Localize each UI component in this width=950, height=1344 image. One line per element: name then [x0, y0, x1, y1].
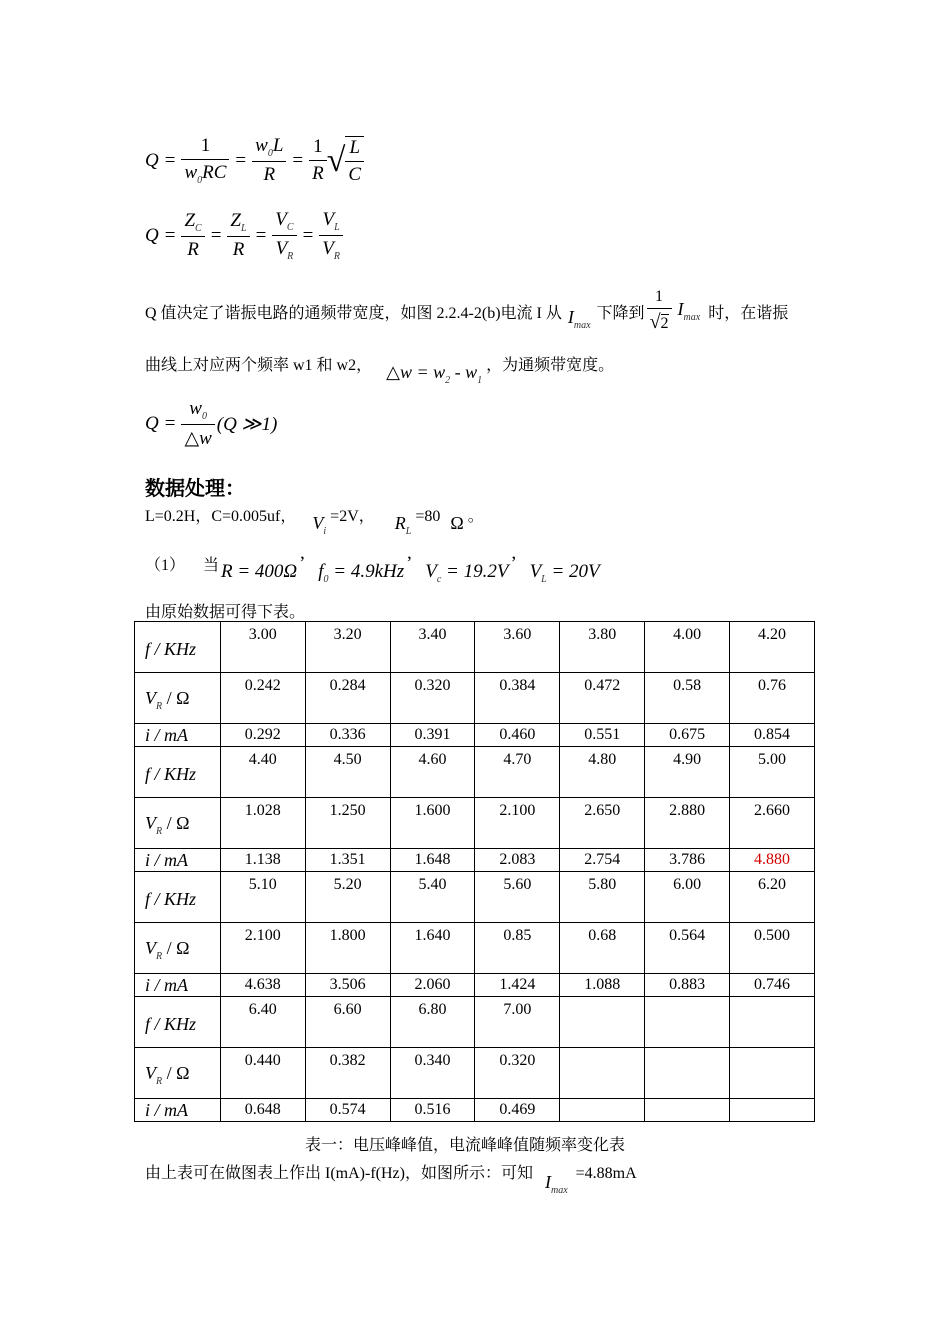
- table-cell: 5.80: [560, 872, 645, 923]
- table-cell: 0.292: [220, 724, 305, 747]
- section-title: 数据处理：: [145, 476, 245, 500]
- table-cell: 0.500: [730, 923, 815, 974]
- table-row: [135, 1048, 815, 1099]
- table-cell: [730, 1048, 815, 1099]
- table-cell: [730, 1099, 815, 1122]
- table-cell: 3.40: [390, 622, 475, 673]
- eq-symbol: Q: [145, 149, 159, 171]
- table-cell: 4.60: [390, 747, 475, 798]
- table-cell: [560, 1048, 645, 1099]
- table-cell: 0.76: [730, 673, 815, 724]
- equation-q-bandwidth: Q = $\frac{w_0}{\triangle w}$ (Q ≫1): [145, 398, 278, 449]
- table-row: [135, 747, 815, 798]
- row-label-i: i / mA: [135, 724, 221, 747]
- table-cell: 1.250: [305, 798, 390, 849]
- fraction-one-over-root-two: $\frac{1}{√2}$: [647, 288, 672, 334]
- table-cell: 2.100: [475, 798, 560, 849]
- table-row: [135, 923, 815, 974]
- table-cell: 4.80: [560, 747, 645, 798]
- row-label-vr: $V_R$ / Ω: [135, 923, 221, 974]
- table-row: [135, 1099, 815, 1122]
- table-intro: 由原始数据可得下表。: [145, 604, 306, 621]
- table-cell: 0.382: [305, 1048, 390, 1099]
- paragraph-bandwidth: Q 值决定了谐振电路的通频带宽度，如图 2.2.4-2(b)电流 I 从 $I_{max}$ 下降到 $\frac{1}{√2}$ $I_{max}$ 时，在谐振: [145, 288, 789, 333]
- table-cell: 1.800: [305, 923, 390, 974]
- table-cell: 0.551: [560, 724, 645, 747]
- table-cell: 0.284: [305, 673, 390, 724]
- table-cell: 1.640: [390, 923, 475, 974]
- table-row: [135, 997, 815, 1048]
- table-cell: 6.40: [220, 997, 305, 1048]
- table-cell: 5.20: [305, 872, 390, 923]
- table-cell: 4.40: [220, 747, 305, 798]
- table-cell: 3.786: [645, 849, 730, 872]
- table-cell: 4.20: [730, 622, 815, 673]
- parameters-line: L=0.2H，C=0.005uf， $V_i =2V$， $R_L =80$ Ω 。: [145, 508, 484, 537]
- condition-values: R = 400Ω ’ $f_0 = 4.9kHz$ ’ $V_c = 19.2V$ ’ $V_L = 20V$: [221, 553, 600, 585]
- fraction: $\frac{V_L}{V_R}$: [319, 209, 343, 262]
- fraction: $\frac{Z_L}{R}$: [227, 210, 249, 261]
- table-cell: 6.00: [645, 872, 730, 923]
- table-row: [135, 673, 815, 724]
- table-cell: 1.088: [560, 974, 645, 997]
- row-label-f: f / KHz: [135, 872, 221, 923]
- table-row: [135, 622, 815, 673]
- fraction: $\frac{1}{w_0RC}$: [181, 135, 229, 186]
- table-cell: 1.028: [220, 798, 305, 849]
- equation-q-rc: Q = $\frac{1}{w_0RC}$ = $\frac{w_0L}{R}$ = $\frac{1}{R}$ √ $\frac{L}{C}$: [145, 135, 364, 186]
- table-cell: 5.60: [475, 872, 560, 923]
- table-cell: 1.648: [390, 849, 475, 872]
- fraction: $\frac{w_0L}{R}$: [252, 135, 286, 186]
- table-cell: 4.880: [730, 849, 815, 872]
- table-cell: [645, 1099, 730, 1122]
- table-cell: 0.516: [390, 1099, 475, 1122]
- table-row: [135, 974, 815, 997]
- table-cell: 1.424: [475, 974, 560, 997]
- table-cell: 0.574: [305, 1099, 390, 1122]
- table-cell: [560, 997, 645, 1048]
- table-cell: [560, 1099, 645, 1122]
- row-label-vr: $V_R$ / Ω: [135, 798, 221, 849]
- table-row: [135, 724, 815, 747]
- table-cell: 0.336: [305, 724, 390, 747]
- table-cell: 4.50: [305, 747, 390, 798]
- table-cell: 0.391: [390, 724, 475, 747]
- table-cell: 0.469: [475, 1099, 560, 1122]
- table-cell: 3.00: [220, 622, 305, 673]
- table-cell: 0.883: [645, 974, 730, 997]
- table-cell: 2.880: [645, 798, 730, 849]
- square-root: √ $\frac{L}{C}$: [327, 136, 364, 186]
- row-label-i: i / mA: [135, 1099, 221, 1122]
- table-cell: [730, 997, 815, 1048]
- table-cell: 5.40: [390, 872, 475, 923]
- data-table: [134, 621, 815, 1122]
- table-row: [135, 798, 815, 849]
- conclusion-line: 由上表可在做图表上作出 I(mA)-f(Hz)，如图所示：可知 $I_{max} =4.88mA$: [145, 1165, 637, 1196]
- table-cell: 1.138: [220, 849, 305, 872]
- table-cell: 0.460: [475, 724, 560, 747]
- paragraph-frequencies: 曲线上对应两个频率 w1 和 w2， △w = $w_2 - w_1$ ，为通频带宽度。: [145, 357, 615, 386]
- table-cell: 0.320: [390, 673, 475, 724]
- table-cell: 5.00: [730, 747, 815, 798]
- table-cell: 0.564: [645, 923, 730, 974]
- table-cell: 4.00: [645, 622, 730, 673]
- table-cell: 3.60: [475, 622, 560, 673]
- fraction: $\frac{1}{R}$: [309, 136, 327, 185]
- table-cell: 0.384: [475, 673, 560, 724]
- fraction: $\frac{V_C}{V_R}$: [272, 209, 296, 262]
- table-cell: 1.600: [390, 798, 475, 849]
- table-cell: 0.746: [730, 974, 815, 997]
- equation-q-ratios: Q = $\frac{Z_C}{R}$ = $\frac{Z_L}{R}$ = $\frac{V_C}{V_R}$ = $\frac{V_L}{V_R}$: [145, 209, 343, 262]
- table-cell: 4.70: [475, 747, 560, 798]
- table-cell: 0.440: [220, 1048, 305, 1099]
- table-cell: 0.854: [730, 724, 815, 747]
- table-cell: 2.754: [560, 849, 645, 872]
- table-cell: 0.320: [475, 1048, 560, 1099]
- table-cell: 3.80: [560, 622, 645, 673]
- fraction: $\frac{w_0}{\triangle w}$: [181, 398, 214, 450]
- condition-line: （1） 当: [145, 557, 220, 574]
- row-label-f: f / KHz: [135, 622, 221, 673]
- row-label-f: f / KHz: [135, 997, 221, 1048]
- table-cell: 0.340: [390, 1048, 475, 1099]
- row-label-f: f / KHz: [135, 747, 221, 798]
- table-cell: 6.60: [305, 997, 390, 1048]
- table-cell: [645, 997, 730, 1048]
- table-cell: 6.20: [730, 872, 815, 923]
- table-cell: 0.675: [645, 724, 730, 747]
- table-cell: 4.638: [220, 974, 305, 997]
- table-row: [135, 872, 815, 923]
- table-cell: 2.660: [730, 798, 815, 849]
- row-label-i: i / mA: [135, 974, 221, 997]
- table-cell: 0.58: [645, 673, 730, 724]
- table-cell: 0.85: [475, 923, 560, 974]
- table-cell: 0.68: [560, 923, 645, 974]
- table-cell: 0.242: [220, 673, 305, 724]
- row-label-i: i / mA: [135, 849, 221, 872]
- table-cell: 0.472: [560, 673, 645, 724]
- table-cell: 3.20: [305, 622, 390, 673]
- table-cell: 5.10: [220, 872, 305, 923]
- table-row: [135, 849, 815, 872]
- table-cell: 6.80: [390, 997, 475, 1048]
- table-cell: 2.083: [475, 849, 560, 872]
- table-cell: 2.650: [560, 798, 645, 849]
- fraction: $\frac{Z_C}{R}$: [181, 210, 204, 261]
- table-cell: 7.00: [475, 997, 560, 1048]
- table-cell: 3.506: [305, 974, 390, 997]
- table-cell: 0.648: [220, 1099, 305, 1122]
- table-cell: 2.100: [220, 923, 305, 974]
- table-cell: 1.351: [305, 849, 390, 872]
- table-cell: 4.90: [645, 747, 730, 798]
- table-cell: [645, 1048, 730, 1099]
- table-cell: 2.060: [390, 974, 475, 997]
- row-label-vr: $V_R$ / Ω: [135, 673, 221, 724]
- table-caption: 表一：电压峰峰值，电流峰峰值随频率变化表: [305, 1137, 626, 1154]
- row-label-vr: $V_R$ / Ω: [135, 1048, 221, 1099]
